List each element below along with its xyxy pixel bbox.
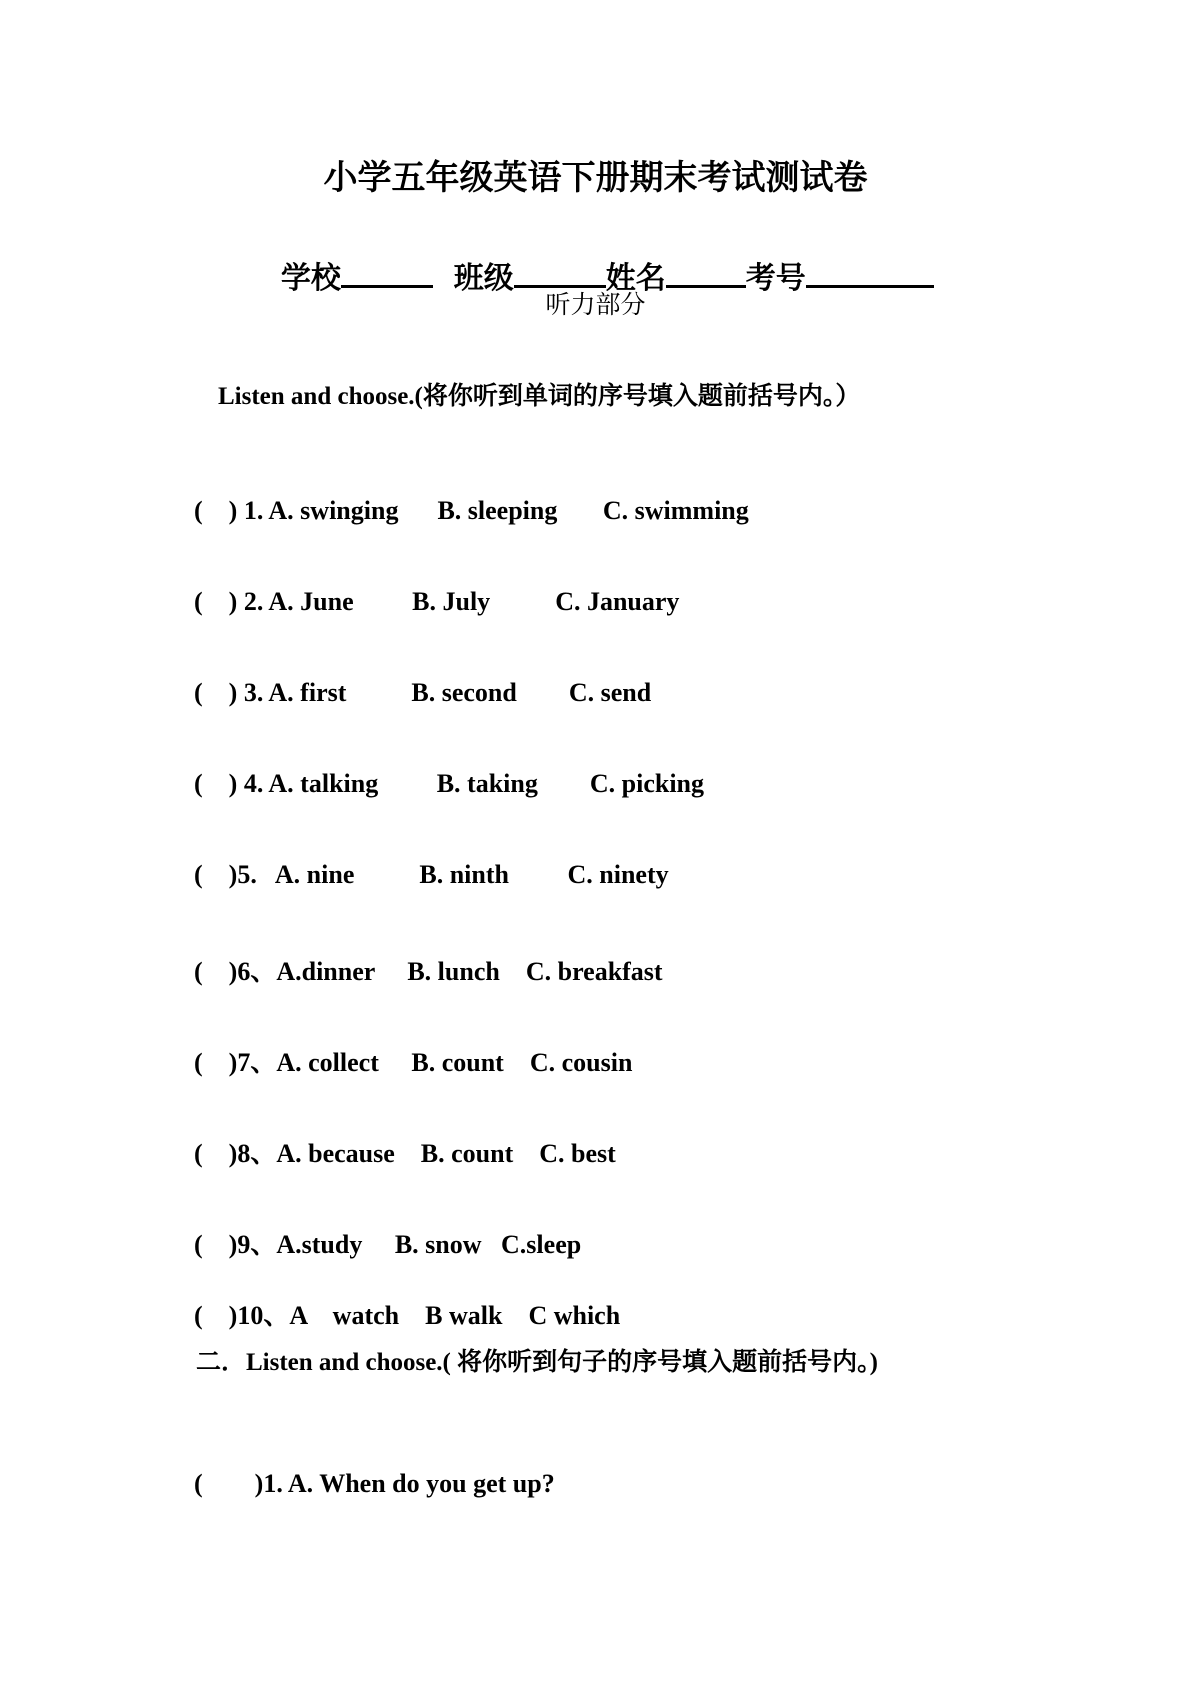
- option-a: A. collect: [276, 1048, 379, 1077]
- option-b: B walk: [425, 1301, 503, 1330]
- question-number: 7、: [237, 1048, 277, 1077]
- part2-instruction: 二．Listen and choose.( 将你听到句子的序号填入题前括号内。): [196, 1349, 878, 1376]
- option-c: C. breakfast: [525, 957, 663, 986]
- question-number: 8、: [237, 1139, 277, 1168]
- question-row: [181, 1439, 555, 1499]
- name-blank: [666, 257, 746, 288]
- answer-bracket: ( ): [194, 1048, 238, 1077]
- option-c: C. best: [539, 1139, 616, 1168]
- page-title: 小学五年级英语下册期末考试测试卷: [323, 158, 868, 198]
- class-label: 班级: [453, 261, 514, 296]
- part1-instruction: Listen and choose.(将你听到单词的序号填入题前括号内。）: [218, 383, 861, 410]
- option-a: A. talking: [268, 769, 379, 798]
- question-number: 1.: [263, 1469, 283, 1498]
- option-a: A. first: [268, 678, 347, 707]
- answer-bracket: ( ): [194, 1139, 238, 1168]
- question-number: 6、: [237, 957, 277, 986]
- option-c: C. send: [568, 678, 652, 707]
- number-blank: [806, 257, 934, 288]
- question-row: [181, 648, 651, 708]
- question-number: 9、: [237, 1230, 277, 1259]
- option-c: C. January: [555, 587, 680, 616]
- school-label: 学校: [280, 261, 341, 296]
- option-b: B. count: [420, 1139, 514, 1168]
- answer-bracket: ( ): [194, 587, 238, 616]
- option-b: B. ninth: [419, 860, 509, 889]
- option-a: A. swinging: [268, 496, 399, 525]
- answer-bracket: ( ): [194, 1469, 264, 1498]
- question-row: [181, 466, 749, 526]
- option-b: B. second: [411, 678, 517, 707]
- question-row: [181, 830, 669, 890]
- option-c: C.sleep: [501, 1230, 582, 1259]
- question-number: 3.: [243, 678, 264, 707]
- question-text: A. When do you get up?: [287, 1469, 555, 1498]
- answer-bracket: ( ): [194, 860, 238, 889]
- option-b: B. count: [411, 1048, 504, 1077]
- option-b: B. sleeping: [437, 496, 558, 525]
- question-row: [181, 557, 679, 617]
- number-label: 考号: [745, 261, 806, 296]
- answer-bracket: ( ): [194, 496, 238, 525]
- class-blank: [514, 257, 606, 288]
- option-a: A. because: [276, 1139, 395, 1168]
- question-row: [181, 1265, 620, 1332]
- question-row: [181, 921, 663, 988]
- answer-bracket: ( ): [194, 769, 238, 798]
- question-row: [181, 1103, 616, 1170]
- option-a: A.dinner: [276, 957, 375, 986]
- option-a: A. June: [268, 587, 354, 616]
- option-b: B. taking: [436, 769, 538, 798]
- school-blank: [341, 257, 433, 288]
- question-row: [181, 1012, 632, 1079]
- question-number: 1.: [243, 496, 264, 525]
- option-c: C. ninety: [567, 860, 669, 889]
- option-c: C. picking: [589, 769, 705, 798]
- option-c: C which: [528, 1301, 621, 1330]
- question-number: 5.: [237, 860, 257, 889]
- listening-section-label: 听力部分: [545, 290, 646, 319]
- question-row: [181, 739, 704, 799]
- option-a: A.study: [276, 1230, 363, 1259]
- answer-bracket: ( ): [194, 1230, 238, 1259]
- option-c: C. swimming: [602, 496, 749, 525]
- option-b: B. July: [412, 587, 491, 616]
- option-b: B. snow: [394, 1230, 482, 1259]
- question-number: 4.: [243, 769, 264, 798]
- option-a: A watch: [289, 1301, 400, 1330]
- option-a: A. nine: [274, 860, 355, 889]
- answer-bracket: ( ): [194, 957, 238, 986]
- question-number: 2.: [243, 587, 264, 616]
- question-number: 10、: [237, 1301, 290, 1330]
- name-label: 姓名: [605, 261, 666, 296]
- option-c: C. cousin: [529, 1048, 633, 1077]
- answer-bracket: ( ): [194, 1301, 238, 1330]
- option-b: B. lunch: [407, 957, 500, 986]
- answer-bracket: ( ): [194, 678, 238, 707]
- question-row: [181, 1194, 581, 1261]
